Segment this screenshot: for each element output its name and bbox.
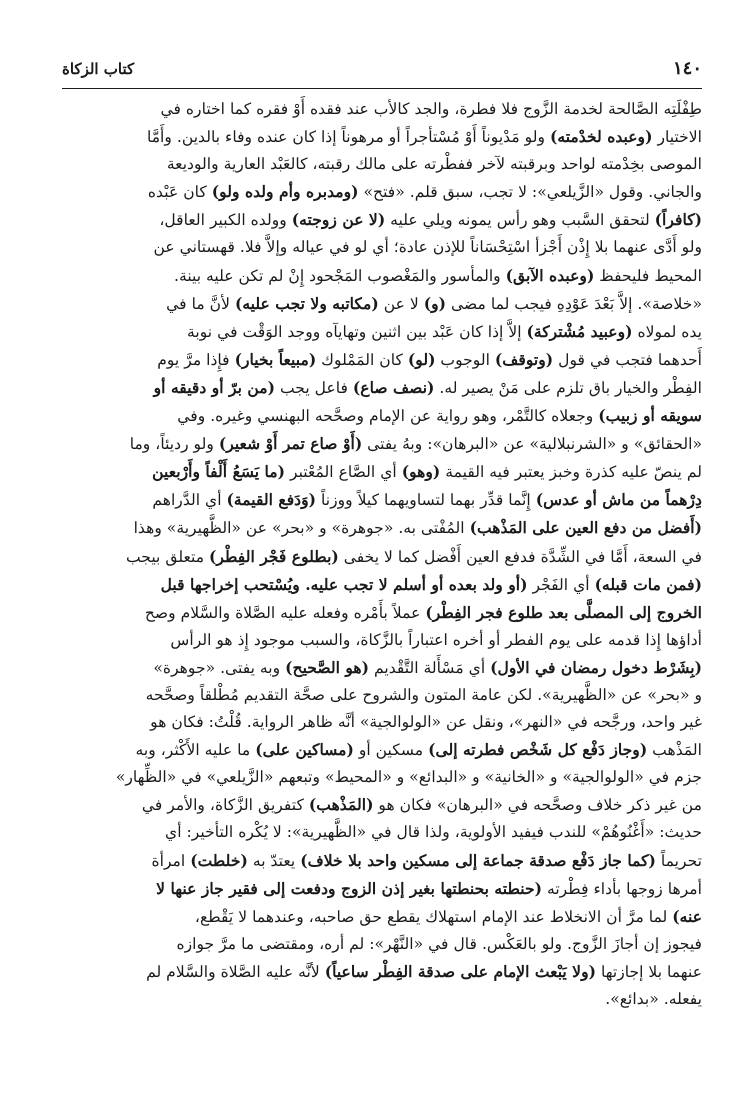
text-line <box>60 290 702 318</box>
matn-segment: (أَوْ صاع تمر أَوْ شعير) <box>218 434 363 454</box>
commentary-segment: في السعة، أَمَّا في الشِّدَّة فدفع العين أَفْضل كما لا يخفى <box>338 547 702 566</box>
text-line <box>60 178 702 206</box>
commentary-segment: ولو أَدَّى عنهما بلا إِذْن أَجْزأ اسْتِحْسَاناً للإذن عادة؛ أي لو في عياله وإلاَّ فلا. قهستاني عن <box>153 238 702 257</box>
commentary-segment: كان المَمْلوك <box>316 350 408 369</box>
text-line <box>60 123 702 151</box>
matn-segment: (أَفضل من دفع العين على المَذْهب) <box>469 518 702 538</box>
page-header <box>62 58 702 84</box>
text-line <box>60 346 702 374</box>
matn-segment: (المَذْهب) <box>308 795 374 815</box>
commentary-segment: يده لمولاه <box>632 322 702 341</box>
commentary-segment: فاعل يجب <box>275 378 353 397</box>
commentary-segment: و «بحر» عن «الظَّهيرية». لكن عامة المتون والشروح على صحَّة التقديم مُطْلقاً وصحَّحه <box>145 685 702 704</box>
matn-segment: (ما يَسَعُ أَلْفاً وأَرْبعين <box>152 462 286 482</box>
commentary-segment: والجاني. وقول «الزَّيلعي»: لا تجب، سبق قلم. «فتح» <box>358 183 702 202</box>
commentary-segment: مسكين أو <box>353 741 429 760</box>
commentary-segment: المَذْهب <box>647 741 702 760</box>
commentary-segment: والمأسور والمَغْصوب المَجْحود إِنْ لم تكن عليه بينة. <box>174 266 506 285</box>
matn-segment: دِرْهماً من ماش أو عدس) <box>535 490 702 510</box>
text-line <box>60 206 702 234</box>
text-line <box>60 736 702 764</box>
text-line <box>60 318 702 346</box>
commentary-segment: من غير ذكر خلاف وصحَّحه في «البرهان» فكان هو <box>373 796 702 815</box>
commentary-segment: كتفريق الزَّكاة، والأمر في <box>141 796 309 815</box>
commentary-segment: لم ينصّ عليه كذرة وخبز يعتبر فيه القيمة <box>440 463 702 482</box>
matn-segment: (ومدبره وأم ولده ولو) <box>211 182 359 202</box>
commentary-segment: لما مرَّ أن الانخلاط عند الإمام استهلاك يقطع حق صاحبه، وعندهما لا يَقْطع، <box>194 907 673 926</box>
matn-segment: (حنطته بحنطتها بغير إذن الزوج ودفعت إلى فقير جاز عنها لا <box>156 878 543 898</box>
text-line <box>60 430 702 458</box>
commentary-segment: أي مَسْأَلة التَّقْديم <box>369 658 491 677</box>
matn-segment: (نصف صاع) <box>352 377 435 397</box>
commentary-segment: الفِطْر والخيار باق تلزم على مَنْ يصير له. <box>434 378 702 397</box>
commentary-segment: يعتدّ به <box>247 851 301 870</box>
text-line <box>60 931 702 958</box>
commentary-segment: ما عليه الأَكْثر، وبه <box>135 741 256 760</box>
text-line <box>60 847 702 875</box>
running-title: كتاب الزكاة <box>62 60 135 78</box>
commentary-segment: جزم في «الولوالجية» و «الخانية» و «البدائع» و «المحيط» وتبعهم «الزَّيلعي» في «الظِّهار» <box>115 768 702 787</box>
commentary-segment: ولو مَدْيوناً أَوْ مُسْتأجراً أو مرهوناً إذا كان عنده وفاء بالدين. وأَمَّا <box>146 128 550 147</box>
text-line <box>60 262 702 290</box>
text-line <box>60 374 702 402</box>
text-line <box>60 709 702 736</box>
matn-segment: (بطلوع فَجْر الفِطْر) <box>209 546 339 566</box>
matn-segment: (خلطت) <box>190 850 248 870</box>
commentary-segment: طِفْلَتِه الصَّالحة لخدمة الزَّوج فلا فطرة، والجد كالأب عند فقده أَوْ فقره كما اختاره في <box>160 100 702 118</box>
commentary-segment: غير واحد، ورجَّحه في «النهر»، ونقل عن «الولوالجية» أنَّه ظاهر الرواية. قُلْتُ: فكان هو <box>150 713 702 732</box>
page-body <box>60 96 702 1013</box>
matn-segment: (مبيعاً بخيار) <box>234 349 317 369</box>
text-line <box>60 486 702 514</box>
text-line <box>60 682 702 709</box>
commentary-segment: أي الدَّراهم <box>152 491 227 510</box>
commentary-segment: المُفْتى به. «جوهرة» و «بحر» عن «الظَّهيرية» وهذا <box>133 519 470 538</box>
matn-segment: (وعبيد مُشْتركة) <box>526 321 633 341</box>
matn-segment: (وَدَفع القيمة) <box>226 490 317 510</box>
commentary-segment: أي الفَجْر <box>527 575 595 594</box>
matn-segment: الخروج إلى المصلَّى بعد طلوع فجر الفِطْر) <box>425 602 702 622</box>
matn-segment: (ولا يَبْعث الإمام على صدقة الفِطْر ساعياً) <box>324 961 596 981</box>
matn-segment: (هو الصَّحيح) <box>285 657 370 677</box>
commentary-segment: الموصى بخِدْمته لواحد وبرقبته لآخر ففطْرته على مالك رقبته، كالعَبْد العارية والوديعة <box>166 155 702 174</box>
commentary-segment: لأنَّه عليه الصَّلاة والسَّلام لم <box>146 962 325 981</box>
commentary-segment: وجعلاه كالتَّمْر، وهو رواية عن الإمام وصحَّحه البهنسي وغيره. وفي <box>177 407 599 426</box>
matn-segment: (كما جاز دَفْع صدقة جماعة إلى مسكين واحد بلا خلاف) <box>300 850 656 870</box>
commentary-segment: المحيط فليحفظ <box>594 266 702 285</box>
text-line <box>60 764 702 791</box>
commentary-segment: إِنَّما قدِّر بهما لتساويهما كيلاً ووزناً <box>316 491 536 510</box>
commentary-segment: ولو رديئاً، وما <box>129 435 219 454</box>
commentary-segment: لأنَّ ما في <box>166 294 235 313</box>
commentary-segment: فيجوز إن أجازَ الزَّوج. ولو بالعَكْس. قال في «النَّهْر»: لم أره، ومقتضى ما مرَّ جوازه <box>176 934 702 953</box>
page-number: ١٤٠ <box>672 58 702 79</box>
commentary-segment: عملاً بأَمْره وفعله عليه الصَّلاة والسَّلام وصح <box>144 603 426 622</box>
matn-segment: عنه) <box>672 906 702 926</box>
text-line <box>60 514 702 542</box>
commentary-segment: «الحقائق» و «الشرنبلالية» عن «البرهان»: وبهُ يفتى <box>362 435 702 454</box>
text-line <box>60 96 702 123</box>
matn-segment: (و) <box>423 293 447 313</box>
text-line <box>60 875 702 903</box>
matn-segment: (وجاز دَفْع كل شَخْص فطرته إلى) <box>428 740 648 760</box>
text-line <box>60 571 702 599</box>
text-line <box>60 543 702 571</box>
commentary-segment: لتحقق السَّبب وهو رأس يمونه ويلي عليه <box>385 211 655 230</box>
text-line <box>60 903 702 931</box>
matn-segment: (لو) <box>407 349 436 369</box>
commentary-segment: أمرها زوجها بأداء فِطْرته <box>542 879 702 898</box>
text-line <box>60 791 702 819</box>
matn-segment: (من برّ أو دقيقه أو <box>153 377 275 397</box>
text-line <box>60 458 702 486</box>
text-line <box>60 599 702 627</box>
matn-segment: (بِشَرْط دخول رمضان في الأول) <box>490 657 702 677</box>
text-line <box>60 627 702 654</box>
matn-segment: (وعبده الآبق) <box>505 265 595 285</box>
matn-segment: (مكاتبه ولا تجب عليه) <box>234 293 379 313</box>
commentary-segment: وبه يفتى. «جوهرة» <box>153 658 286 677</box>
commentary-segment: أي الصَّاع المُعْتبر <box>285 463 402 482</box>
matn-segment: (فمن مات قبله) <box>594 574 702 594</box>
text-line <box>60 402 702 430</box>
commentary-segment: وولده الكبير العاقل، <box>159 211 292 230</box>
matn-segment: (وتوقف) <box>494 349 554 369</box>
header-divider <box>62 88 702 89</box>
matn-segment: (أو ولد بعده أو أسلم لا تجب عليه. ويُسْتحب إخراجها قبل <box>160 574 528 594</box>
commentary-segment: أداؤها إِذا قدمه على يوم الفطر أو أخره اعتباراً بالزَّكاة، والسبب موجود إِذ هو الرأس <box>170 630 702 649</box>
commentary-segment: تحريماً <box>655 851 702 870</box>
matn-segment: سويقه أو زبيب) <box>598 406 702 426</box>
commentary-segment: إلاَّ إذا كان عَبْد بين اثنين وتهايآه ووجد الوَقْت في نوبة <box>187 322 527 341</box>
commentary-segment: أَحدهما فتجب في قول <box>553 350 702 369</box>
commentary-segment: فإِذا مرَّ يوم <box>157 350 235 369</box>
matn-segment: (وهو) <box>401 462 441 482</box>
commentary-segment: امرأة <box>151 851 191 870</box>
matn-segment: (كافراً) <box>654 210 702 230</box>
text-line <box>60 986 702 1013</box>
commentary-segment: لا عن <box>378 294 424 313</box>
commentary-segment: عنهما بلا إجازتها <box>595 962 702 981</box>
commentary-segment: الاختيار <box>652 128 702 147</box>
matn-segment: (لا عن زوجته) <box>291 210 386 230</box>
text-line <box>60 819 702 846</box>
text-line <box>60 151 702 178</box>
text-line <box>60 234 702 261</box>
text-line <box>60 654 702 682</box>
commentary-segment: الوجوب <box>435 350 495 369</box>
commentary-segment: حديث: «أَغْنُوهُمْ» للندب فيفيد الأولوية، ولذا قال في «الظَّهيرية»: لا يُكْره التأخير: أي <box>165 823 702 842</box>
commentary-segment: متعلق بيجب <box>125 547 210 566</box>
commentary-segment: يفعله. «بدائع». <box>605 990 702 1008</box>
matn-segment: (وعبده لخدْمته) <box>549 127 653 147</box>
commentary-segment: «خلاصة». إلاَّ بَعْدَ عَوْدِهِ فيجب لما مضى <box>446 294 702 313</box>
matn-segment: (مساكين على) <box>255 740 354 760</box>
text-line <box>60 958 702 986</box>
commentary-segment: كان عَبْده <box>147 183 212 202</box>
